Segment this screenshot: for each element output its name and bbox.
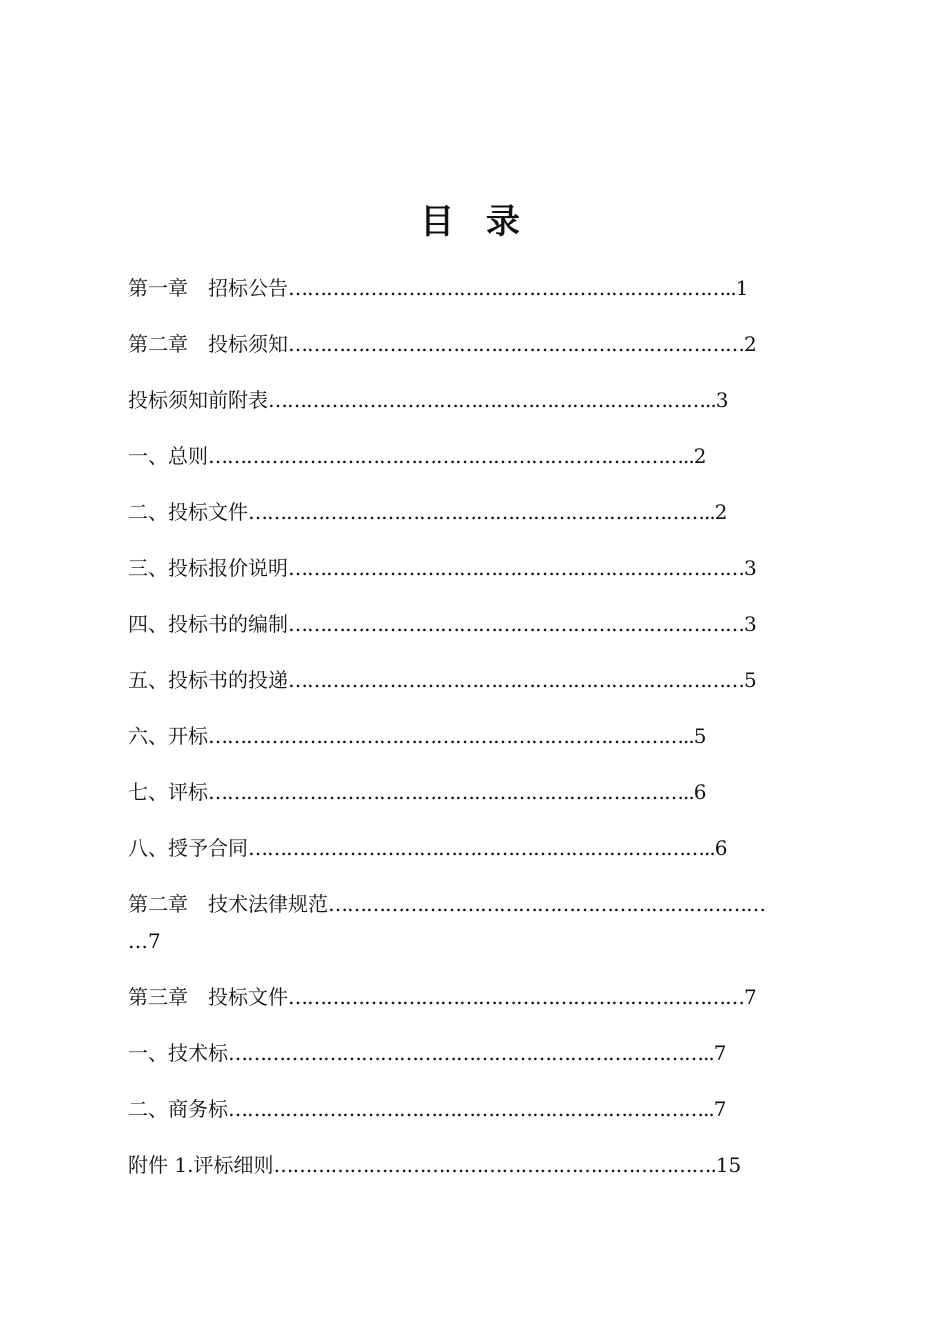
toc-entry-text: 七、评标 (128, 780, 208, 804)
toc-entry[interactable] (128, 550, 828, 587)
toc-page-number: 2 (744, 332, 757, 356)
toc-leader: ………………………………………………………………….. (228, 1041, 714, 1065)
toc-entry[interactable] (128, 774, 828, 811)
toc-leader: ……………………………………………………………….. (248, 836, 715, 860)
toc-page-number: 2 (714, 500, 728, 524)
toc-entry-continuation: …7 (128, 929, 161, 953)
toc-entry[interactable] (128, 1035, 828, 1072)
toc-entry-text: 二、商务标 (128, 1097, 228, 1121)
toc-leader: ……………………………………………………………… (288, 556, 744, 580)
toc-page-number: 7 (744, 985, 757, 1009)
toc-title: 目 录 (420, 202, 530, 242)
toc-entry[interactable] (128, 979, 828, 1016)
toc-page-number: 15 (715, 1153, 742, 1177)
toc-page-number: 2 (693, 444, 707, 468)
toc-leader: ………………………………………………………………….. (208, 444, 694, 468)
toc-entry[interactable] (128, 326, 828, 363)
toc-entry[interactable] (128, 662, 828, 699)
toc-entry-text: 投标须知前附表 (128, 388, 268, 412)
toc-entry[interactable] (128, 494, 828, 531)
toc-entry-text: 一、技术标 (128, 1041, 228, 1065)
toc-list (128, 270, 828, 1203)
toc-entry-text: 第二章 投标须知 (128, 332, 288, 356)
toc-page-number: 6 (714, 836, 728, 860)
toc-page-number: 7 (713, 1097, 727, 1121)
toc-entry-text: 四、投标书的编制 (128, 612, 288, 636)
toc-entry-text: 第三章 投标文件 (128, 985, 288, 1009)
toc-page-number: 1 (735, 276, 749, 300)
toc-entry[interactable] (128, 382, 828, 419)
toc-page-number: 3 (715, 388, 729, 412)
toc-entry-text: 三、投标报价说明 (128, 556, 288, 580)
toc-leader: ……………………………………………………………. (273, 1153, 716, 1177)
toc-page-number: 6 (693, 780, 707, 804)
toc-entry[interactable] (128, 718, 828, 755)
toc-leader: …………………………………………………………….. (288, 276, 736, 300)
toc-page-number: 3 (744, 612, 757, 636)
toc-entry[interactable] (128, 830, 828, 867)
toc-entry[interactable] (128, 270, 828, 307)
toc-entry-text: 附件 1.评标细则 (128, 1153, 274, 1177)
toc-leader: ……………………………………………………………… (288, 668, 744, 692)
toc-entry-line (128, 886, 828, 923)
toc-entry[interactable] (128, 886, 828, 960)
toc-page-number: 5 (744, 668, 757, 692)
toc-entry-text: 五、投标书的投递 (128, 668, 288, 692)
toc-entry-text: 第二章 技术法律规范 (128, 892, 328, 916)
toc-page-number: 7 (713, 1041, 727, 1065)
toc-entry[interactable] (128, 438, 828, 475)
toc-entry-text: 二、投标文件 (128, 500, 248, 524)
toc-leader: ………………………………………………………………….. (228, 1097, 714, 1121)
toc-leader: …………………………………………………………… (328, 892, 765, 916)
toc-page-number: 3 (744, 556, 757, 580)
toc-leader: …………………………………………………………….. (268, 388, 716, 412)
toc-leader: ……………………………………………………………… (288, 332, 744, 356)
toc-entry-text: 八、授予合同 (128, 836, 248, 860)
toc-entry[interactable] (128, 1091, 828, 1128)
toc-leader: ……………………………………………………………….. (248, 500, 715, 524)
toc-entry[interactable] (128, 606, 828, 643)
toc-page-number: 5 (693, 724, 707, 748)
toc-entry-text: 第一章 招标公告 (128, 276, 288, 300)
toc-leader: ………………………………………………………………….. (208, 724, 694, 748)
toc-leader: ………………………………………………………………….. (208, 780, 694, 804)
toc-entry[interactable] (128, 1147, 828, 1184)
toc-entry-text: 六、开标 (128, 724, 208, 748)
toc-entry-text: 一、总则 (128, 444, 208, 468)
toc-leader: ……………………………………………………………… (288, 985, 744, 1009)
toc-leader: ……………………………………………………………… (288, 612, 744, 636)
